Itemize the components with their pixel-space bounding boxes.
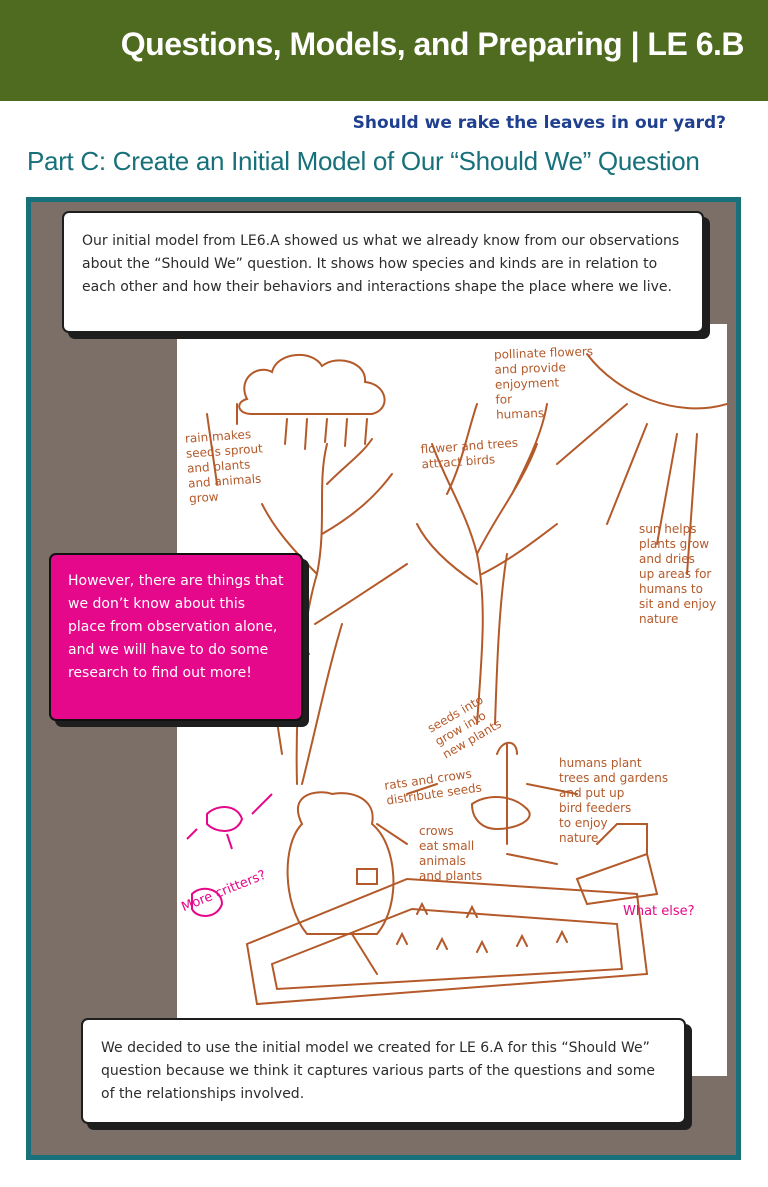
- label-seeds: seeds into grow into new plants: [425, 692, 504, 762]
- label-rain: rain makes seeds sprout and plants and animals grow: [184, 427, 264, 506]
- label-rats-crows: rats and crows distribute seeds: [383, 766, 483, 808]
- page-title: Questions, Models, and Preparing | LE 6.B: [120, 26, 744, 62]
- label-pollinate: pollinate flowers and provide enjoyment for humans: [493, 344, 594, 422]
- label-more-critters: More critters?: [179, 867, 269, 916]
- label-sun: sun helps plants grow and dries up areas for humans to sit and enjoy nature: [639, 522, 717, 626]
- label-crows: crows eat small animals and plants: [419, 824, 483, 883]
- header-bar: [0, 0, 768, 101]
- section-title: Part C: Create an Initial Model of Our “Should We” Question: [27, 146, 700, 176]
- label-humans: humans plant trees and gardens and put up bird feeders to enjoy nature: [559, 756, 669, 845]
- driving-question: Should we rake the leaves in our yard?: [352, 113, 726, 133]
- label-what-else: What else?: [623, 904, 695, 919]
- decision-note: We decided to use the initial model we created for LE 6.A for this “Should We” question because we think it captures various parts of the questions and some of the relationships involved.: [81, 1018, 686, 1124]
- initial-model-note: Our initial model from LE6.A showed us what we already know from our observations about the “Should We” question. It shows how species and kinds are in relation to each other and how their behaviors and interactions shape the place where we live.: [62, 211, 704, 333]
- label-flower-trees: flower and trees attract birds: [420, 435, 519, 472]
- research-note: However, there are things that we don’t know about this place from observation alone, and we will have to do some research to find out more!: [49, 553, 303, 721]
